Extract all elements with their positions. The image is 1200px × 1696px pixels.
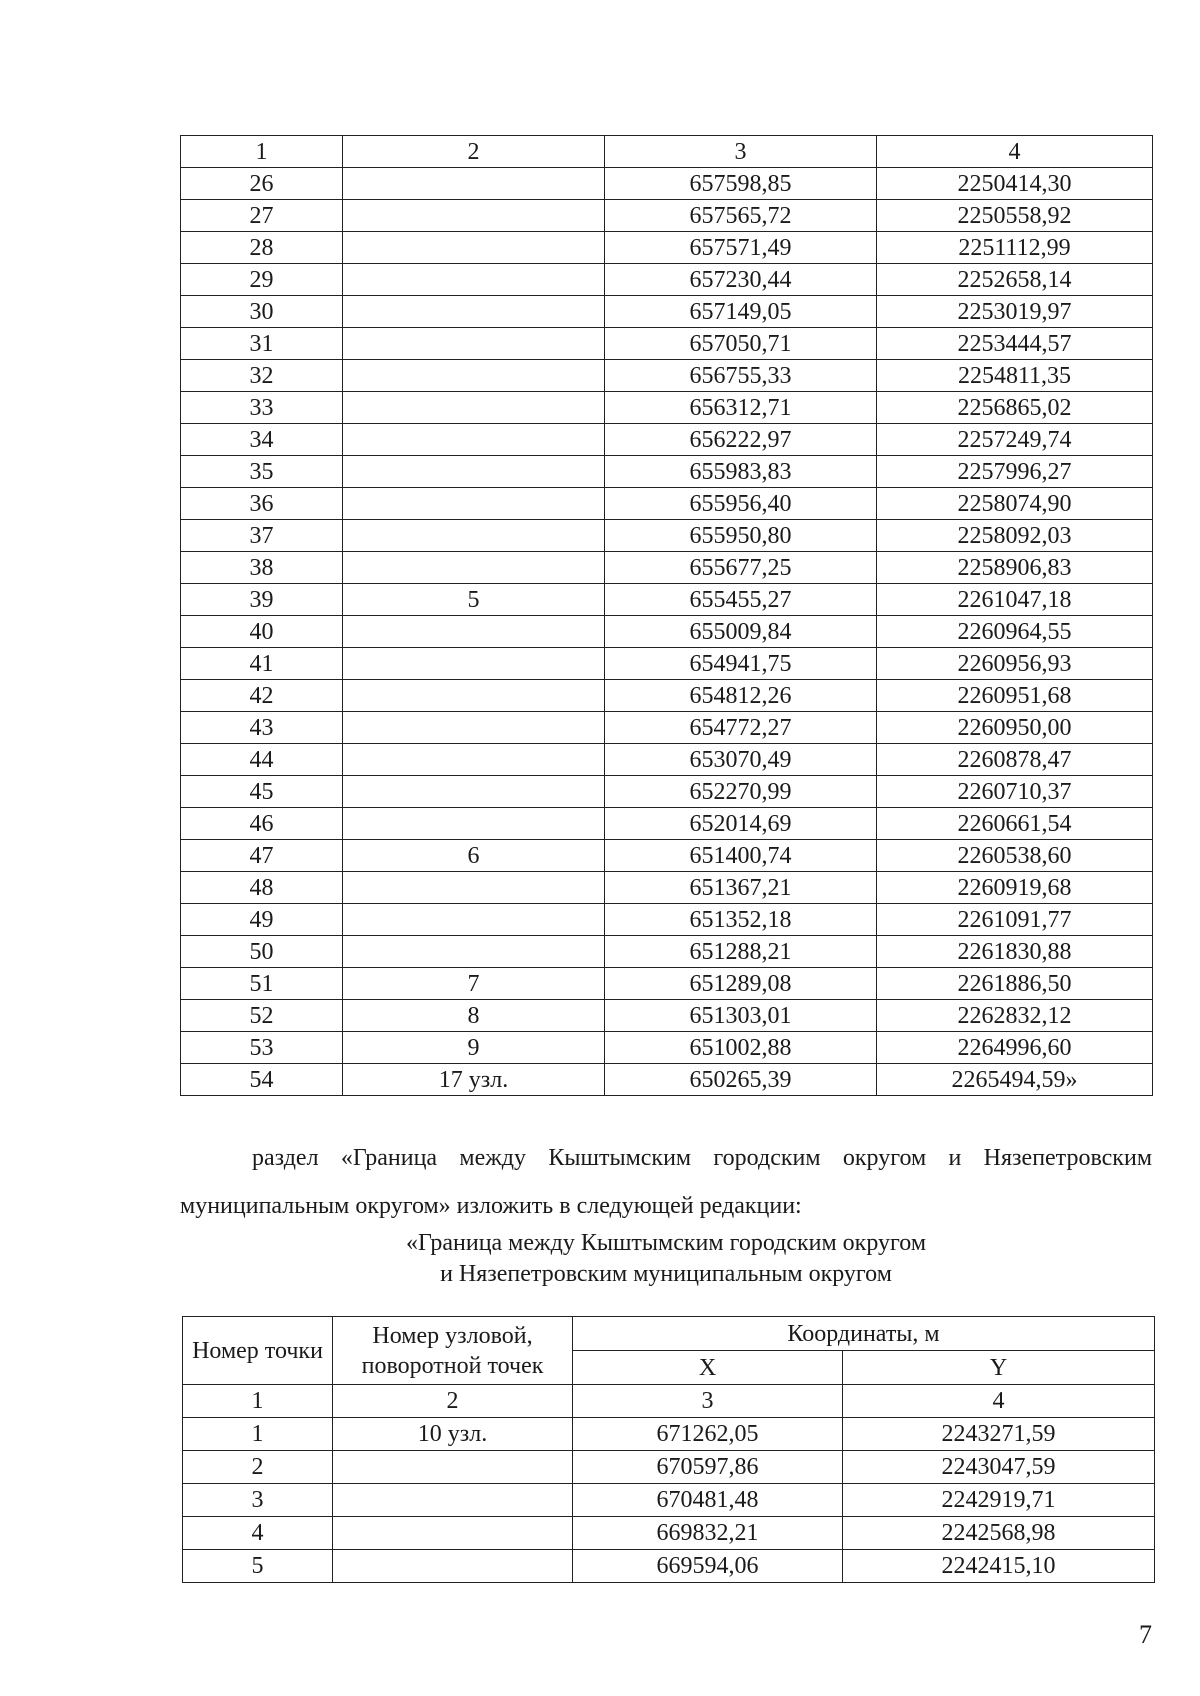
header-coordinates: Координаты, м bbox=[573, 1317, 1155, 1351]
table-row bbox=[181, 392, 1153, 424]
x-coordinate-cell: 656755,33 bbox=[605, 360, 877, 392]
table-row bbox=[181, 616, 1153, 648]
point-number-cell: 47 bbox=[181, 840, 343, 872]
header-x: X bbox=[573, 1351, 843, 1385]
boundary-coordinates-table bbox=[182, 1316, 1155, 1583]
column-number-row bbox=[183, 1385, 1155, 1418]
y-coordinate-cell: 2261886,50 bbox=[877, 968, 1153, 1000]
header-y: Y bbox=[843, 1351, 1155, 1385]
y-coordinate-cell: 2260956,93 bbox=[877, 648, 1153, 680]
table-row bbox=[181, 648, 1153, 680]
x-coordinate-cell: 655983,83 bbox=[605, 456, 877, 488]
node-number-cell bbox=[343, 712, 605, 744]
x-coordinate-cell: 657050,71 bbox=[605, 328, 877, 360]
x-coordinate-cell: 657565,72 bbox=[605, 200, 877, 232]
point-number-cell: 4 bbox=[183, 1517, 333, 1550]
y-coordinate-cell: 2260951,68 bbox=[877, 680, 1153, 712]
node-number-cell: 5 bbox=[343, 584, 605, 616]
point-number-cell: 36 bbox=[181, 488, 343, 520]
point-number-cell: 54 bbox=[181, 1064, 343, 1096]
y-coordinate-cell: 2251112,99 bbox=[877, 232, 1153, 264]
point-number-cell: 42 bbox=[181, 680, 343, 712]
x-coordinate-cell: 652014,69 bbox=[605, 808, 877, 840]
point-number-cell: 5 bbox=[183, 1550, 333, 1583]
node-number-cell: 7 bbox=[343, 968, 605, 1000]
table-row bbox=[181, 488, 1153, 520]
table-row bbox=[181, 712, 1153, 744]
table-row bbox=[181, 424, 1153, 456]
node-number-cell: 10 узл. bbox=[333, 1418, 573, 1451]
point-number-cell: 46 bbox=[181, 808, 343, 840]
point-number-cell: 28 bbox=[181, 232, 343, 264]
point-number-cell: 33 bbox=[181, 392, 343, 424]
y-coordinate-cell: 2257249,74 bbox=[877, 424, 1153, 456]
point-number-cell: 44 bbox=[181, 744, 343, 776]
node-number-cell bbox=[333, 1517, 573, 1550]
column-number-cell: 1 bbox=[183, 1385, 333, 1418]
node-number-cell bbox=[333, 1484, 573, 1517]
point-number-cell: 35 bbox=[181, 456, 343, 488]
y-coordinate-cell: 2257996,27 bbox=[877, 456, 1153, 488]
y-coordinate-cell: 2260878,47 bbox=[877, 744, 1153, 776]
x-coordinate-cell: 670597,86 bbox=[573, 1451, 843, 1484]
table-row bbox=[181, 168, 1153, 200]
point-number-cell: 41 bbox=[181, 648, 343, 680]
node-number-cell bbox=[343, 808, 605, 840]
point-number-cell: 38 bbox=[181, 552, 343, 584]
table-row bbox=[181, 552, 1153, 584]
node-number-cell bbox=[343, 648, 605, 680]
y-coordinate-cell: 2243271,59 bbox=[843, 1418, 1155, 1451]
table-row bbox=[181, 232, 1153, 264]
node-number-cell bbox=[333, 1550, 573, 1583]
table-row bbox=[181, 936, 1153, 968]
x-coordinate-cell: 669594,06 bbox=[573, 1550, 843, 1583]
x-coordinate-cell: 655950,80 bbox=[605, 520, 877, 552]
column-number-cell: 1 bbox=[181, 136, 343, 168]
table-row bbox=[183, 1418, 1155, 1451]
x-coordinate-cell: 651400,74 bbox=[605, 840, 877, 872]
column-number-cell: 4 bbox=[843, 1385, 1155, 1418]
x-coordinate-cell: 653070,49 bbox=[605, 744, 877, 776]
y-coordinate-cell: 2264996,60 bbox=[877, 1032, 1153, 1064]
y-coordinate-cell: 2250414,30 bbox=[877, 168, 1153, 200]
point-number-cell: 49 bbox=[181, 904, 343, 936]
y-coordinate-cell: 2254811,35 bbox=[877, 360, 1153, 392]
node-number-cell bbox=[343, 520, 605, 552]
y-coordinate-cell: 2260661,54 bbox=[877, 808, 1153, 840]
x-coordinate-cell: 657571,49 bbox=[605, 232, 877, 264]
y-coordinate-cell: 2261047,18 bbox=[877, 584, 1153, 616]
x-coordinate-cell: 657149,05 bbox=[605, 296, 877, 328]
node-number-cell bbox=[343, 744, 605, 776]
table-row bbox=[181, 456, 1153, 488]
table-row bbox=[183, 1451, 1155, 1484]
point-number-cell: 27 bbox=[181, 200, 343, 232]
table-header bbox=[183, 1317, 1155, 1385]
y-coordinate-cell: 2253019,97 bbox=[877, 296, 1153, 328]
y-coordinate-cell: 2260964,55 bbox=[877, 616, 1153, 648]
point-number-cell: 52 bbox=[181, 1000, 343, 1032]
node-number-cell bbox=[343, 168, 605, 200]
table-row bbox=[181, 872, 1153, 904]
y-coordinate-cell: 2260710,37 bbox=[877, 776, 1153, 808]
y-coordinate-cell: 2253444,57 bbox=[877, 328, 1153, 360]
boundary-table-body bbox=[183, 1385, 1155, 1583]
column-number-row bbox=[181, 136, 1153, 168]
point-number-cell: 3 bbox=[183, 1484, 333, 1517]
x-coordinate-cell: 657230,44 bbox=[605, 264, 877, 296]
table-row bbox=[183, 1484, 1155, 1517]
node-number-cell bbox=[343, 904, 605, 936]
point-number-cell: 37 bbox=[181, 520, 343, 552]
x-coordinate-cell: 656312,71 bbox=[605, 392, 877, 424]
table-row bbox=[181, 360, 1153, 392]
node-number-cell bbox=[343, 456, 605, 488]
y-coordinate-cell: 2258092,03 bbox=[877, 520, 1153, 552]
x-coordinate-cell: 670481,48 bbox=[573, 1484, 843, 1517]
section-heading-line-1: «Граница между Кыштымским городским округом bbox=[405, 1230, 927, 1256]
table-row bbox=[181, 1064, 1153, 1096]
table-row bbox=[181, 968, 1153, 1000]
node-number-cell bbox=[343, 200, 605, 232]
point-number-cell: 30 bbox=[181, 296, 343, 328]
y-coordinate-cell: 2250558,92 bbox=[877, 200, 1153, 232]
x-coordinate-cell: 654812,26 bbox=[605, 680, 877, 712]
point-number-cell: 43 bbox=[181, 712, 343, 744]
node-number-cell bbox=[343, 360, 605, 392]
section-heading bbox=[180, 1228, 1152, 1290]
x-coordinate-cell: 655677,25 bbox=[605, 552, 877, 584]
table-row bbox=[181, 904, 1153, 936]
node-number-cell bbox=[343, 232, 605, 264]
x-coordinate-cell: 669832,21 bbox=[573, 1517, 843, 1550]
y-coordinate-cell: 2261091,77 bbox=[877, 904, 1153, 936]
y-coordinate-cell: 2261830,88 bbox=[877, 936, 1153, 968]
point-number-cell: 53 bbox=[181, 1032, 343, 1064]
table-row bbox=[181, 840, 1153, 872]
column-number-cell: 3 bbox=[573, 1385, 843, 1418]
x-coordinate-cell: 651352,18 bbox=[605, 904, 877, 936]
table-row bbox=[183, 1517, 1155, 1550]
coordinates-table-continued bbox=[180, 135, 1153, 1096]
point-number-cell: 39 bbox=[181, 584, 343, 616]
page-number: 7 bbox=[1139, 1620, 1152, 1649]
table-row bbox=[181, 1032, 1153, 1064]
column-number-cell: 2 bbox=[333, 1385, 573, 1418]
point-number-cell: 26 bbox=[181, 168, 343, 200]
table-row bbox=[181, 808, 1153, 840]
table-row bbox=[181, 200, 1153, 232]
table-row bbox=[181, 520, 1153, 552]
node-number-cell bbox=[343, 616, 605, 648]
node-number-cell bbox=[343, 552, 605, 584]
point-number-cell: 45 bbox=[181, 776, 343, 808]
y-coordinate-cell: 2260919,68 bbox=[877, 872, 1153, 904]
x-coordinate-cell: 651289,08 bbox=[605, 968, 877, 1000]
node-number-cell bbox=[343, 872, 605, 904]
x-coordinate-cell: 671262,05 bbox=[573, 1418, 843, 1451]
point-number-cell: 48 bbox=[181, 872, 343, 904]
node-number-cell: 17 узл. bbox=[343, 1064, 605, 1096]
y-coordinate-cell: 2256865,02 bbox=[877, 392, 1153, 424]
node-number-cell bbox=[343, 328, 605, 360]
point-number-cell: 34 bbox=[181, 424, 343, 456]
node-number-cell bbox=[343, 392, 605, 424]
y-coordinate-cell: 2242919,71 bbox=[843, 1484, 1155, 1517]
header-point-number: Номер точки bbox=[183, 1317, 333, 1385]
point-number-cell: 2 bbox=[183, 1451, 333, 1484]
y-coordinate-cell: 2260950,00 bbox=[877, 712, 1153, 744]
x-coordinate-cell: 651002,88 bbox=[605, 1032, 877, 1064]
x-coordinate-cell: 652270,99 bbox=[605, 776, 877, 808]
point-number-cell: 51 bbox=[181, 968, 343, 1000]
header-node-number: Номер узловой, поворотной точек bbox=[333, 1317, 573, 1385]
column-number-cell: 2 bbox=[343, 136, 605, 168]
table-row bbox=[181, 328, 1153, 360]
point-number-cell: 29 bbox=[181, 264, 343, 296]
node-number-cell bbox=[343, 776, 605, 808]
table-row bbox=[181, 1000, 1153, 1032]
point-number-cell: 31 bbox=[181, 328, 343, 360]
node-number-cell bbox=[343, 424, 605, 456]
node-number-cell bbox=[343, 264, 605, 296]
x-coordinate-cell: 651288,21 bbox=[605, 936, 877, 968]
table-row bbox=[181, 776, 1153, 808]
node-number-cell bbox=[343, 296, 605, 328]
point-number-cell: 32 bbox=[181, 360, 343, 392]
x-coordinate-cell: 654772,27 bbox=[605, 712, 877, 744]
y-coordinate-cell: 2260538,60 bbox=[877, 840, 1153, 872]
y-coordinate-cell: 2242415,10 bbox=[843, 1550, 1155, 1583]
x-coordinate-cell: 655009,84 bbox=[605, 616, 877, 648]
y-coordinate-cell: 2243047,59 bbox=[843, 1451, 1155, 1484]
y-coordinate-cell: 2242568,98 bbox=[843, 1517, 1155, 1550]
y-coordinate-cell: 2262832,12 bbox=[877, 1000, 1153, 1032]
x-coordinate-cell: 655956,40 bbox=[605, 488, 877, 520]
node-number-cell: 9 bbox=[343, 1032, 605, 1064]
table-row bbox=[183, 1550, 1155, 1583]
instruction-paragraph: раздел «Граница между Кыштымским городским округом и Нязепетровским муниципальным округом» изложить в следующей редакции: bbox=[180, 1145, 1152, 1219]
point-number-cell: 1 bbox=[183, 1418, 333, 1451]
node-number-cell: 6 bbox=[343, 840, 605, 872]
node-number-cell bbox=[343, 488, 605, 520]
coordinates-table-body bbox=[181, 136, 1153, 1096]
node-number-cell: 8 bbox=[343, 1000, 605, 1032]
column-number-cell: 3 bbox=[605, 136, 877, 168]
header-row bbox=[183, 1317, 1155, 1351]
table-row bbox=[181, 680, 1153, 712]
point-number-cell: 50 bbox=[181, 936, 343, 968]
y-coordinate-cell: 2258074,90 bbox=[877, 488, 1153, 520]
x-coordinate-cell: 655455,27 bbox=[605, 584, 877, 616]
column-number-cell: 4 bbox=[877, 136, 1153, 168]
x-coordinate-cell: 656222,97 bbox=[605, 424, 877, 456]
x-coordinate-cell: 651367,21 bbox=[605, 872, 877, 904]
table-row bbox=[181, 264, 1153, 296]
y-coordinate-cell: 2265494,59» bbox=[877, 1064, 1153, 1096]
y-coordinate-cell: 2252658,14 bbox=[877, 264, 1153, 296]
node-number-cell bbox=[343, 680, 605, 712]
x-coordinate-cell: 657598,85 bbox=[605, 168, 877, 200]
x-coordinate-cell: 650265,39 bbox=[605, 1064, 877, 1096]
table-row bbox=[181, 584, 1153, 616]
y-coordinate-cell: 2258906,83 bbox=[877, 552, 1153, 584]
table-row bbox=[181, 744, 1153, 776]
node-number-cell bbox=[343, 936, 605, 968]
x-coordinate-cell: 654941,75 bbox=[605, 648, 877, 680]
node-number-cell bbox=[333, 1451, 573, 1484]
point-number-cell: 40 bbox=[181, 616, 343, 648]
section-heading-line-2: и Нязепетровским муниципальным округом bbox=[440, 1261, 892, 1287]
table-row bbox=[181, 296, 1153, 328]
x-coordinate-cell: 651303,01 bbox=[605, 1000, 877, 1032]
